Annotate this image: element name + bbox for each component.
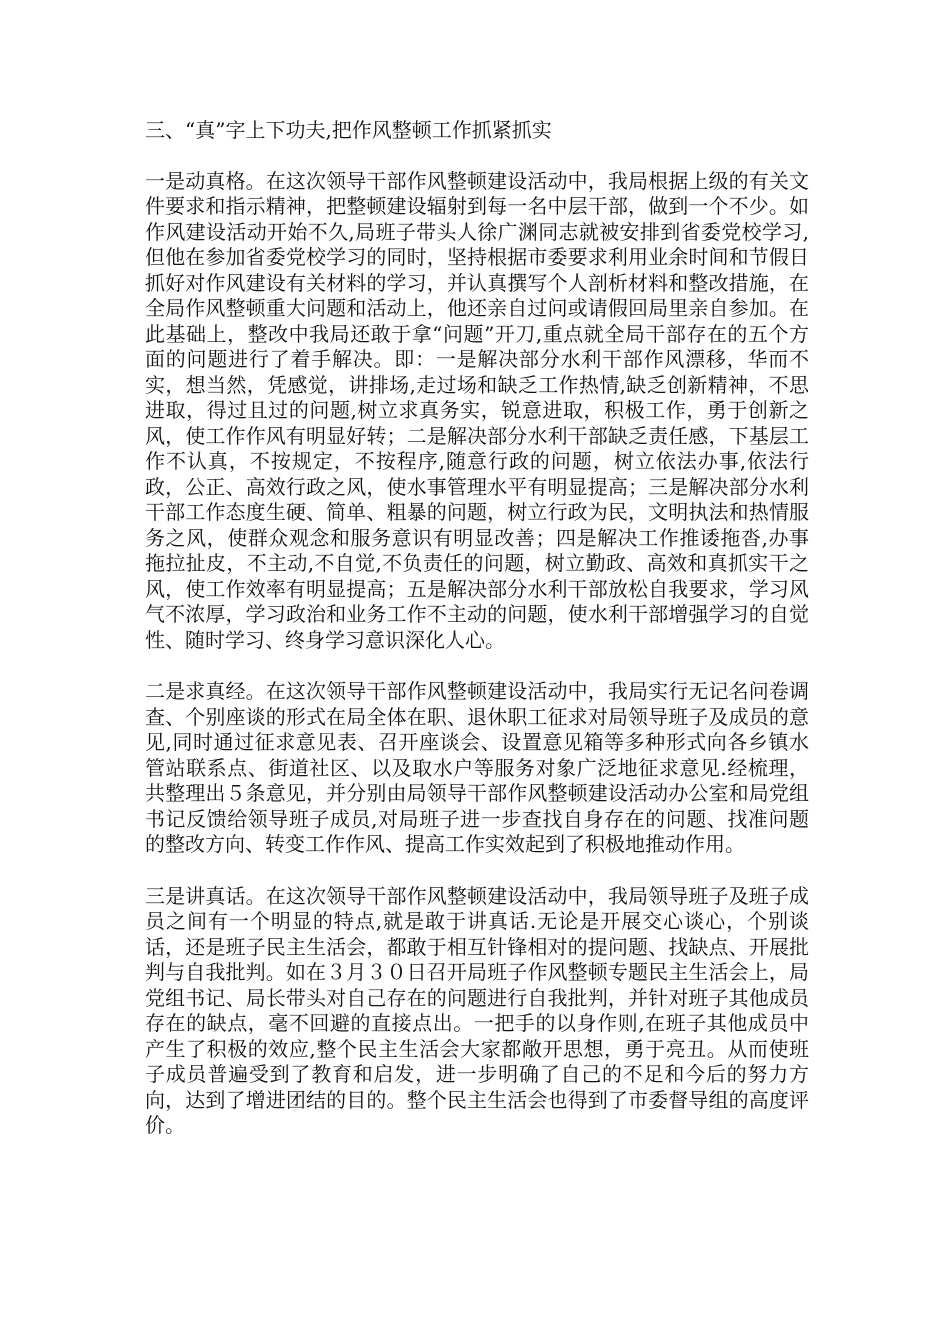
document-body (145, 118, 809, 1165)
paragraph-3: 三是讲真话。在这次领导干部作风整顿建设活动中，我局领导班子及班子成员之间有一个明显的特点,就是敢于讲真话.无论是开展交心谈心，个别谈话，还是班子民主生活会，都敢于相互针锋相对的提问题、找缺点、开展批判与自我批判。如在３月３０日召开局班子作风整顿专题民主生活会上，局党组书记、局长带头对自己存在的问题进行自我批判，并针对班子其他成员存在的缺点，毫不回避的直接点出。一把手的以身作则,在班子其他成员中产生了积极的效应,整个民主生活会大家都敞开思想，勇于亮丑。从而使班子成员普遍受到了教育和启发，进一步明确了自己的不足和今后的努力方向，达到了增进团结的目的。整个民主生活会也得到了市委督导组的高度评价。 (145, 883, 809, 1137)
section-heading: 三、“真”字上下功夫,把作风整顿工作抓紧抓实 (145, 118, 552, 142)
paragraph-2: 二是求真经。在这次领导干部作风整顿建设活动中，我局实行无记名问卷调查、个别座谈的形式在局全体在职、退休职工征求对局领导班子及成员的意见,同时通过征求意见表、召开座谈会、设置意见箱等多种形式向各乡镇水管站联系点、街道社区、以及取水户等服务对象广泛地征求意见.经梳理，共整理出５条意见，并分别由局领导干部作风整顿建设活动办公室和局党组书记反馈给领导班子成员,对局班子进一步查找自身存在的问题、找准问题的整改方向、转变工作作风、提高工作实效起到了积极地推动作用。 (145, 679, 809, 856)
paragraph-1: 一是动真格。在这次领导干部作风整顿建设活动中，我局根据上级的有关文件要求和指示精神，把整顿建设辐射到每一名中层干部，做到一个不少。如作风建设活动开始不久,局班子带头人徐广渊同志就被安排到省委党校学习,但他在参加省委党校学习的同时，坚持根据市委要求利用业余时间和节假日抓好对作风建设有关材料的学习，并认真撰写个人剖析材料和整改措施，在全局作风整顿重大问题和活动上，他还亲自过问或请假回局里亲自参加。在此基础上，整改中我局还敢于拿“问题”开刀,重点就全局干部存在的五个方面的问题进行了着手解决。即：一是解决部分水利干部作风漂移，华而不实，想当然，凭感觉，讲排场,走过场和缺乏工作热情,缺乏创新精神，不思进取，得过且过的问题,树立求真务实，锐意进取，积极工作，勇于创新之风，使工作作风有明显好转；二是解决部分水利干部缺乏责任感，下基层工作不认真，不按规定，不按程序,随意行政的问题，树立依法办事,依法行政，公正、高效行政之风，使水事管理水平有明显提高；三是解决部分水利干部工作态度生硬、简单、粗暴的问题，树立行政为民，文明执法和热情服务之风，使群众观念和服务意识有明显改善；四是解决工作推诿拖沓,办事拖拉扯皮，不主动,不自觉,不负责任的问题，树立勤政、高效和真抓实干之风，使工作效率有明显提高；五是解决部分水利干部放松自我要求，学习风气不浓厚，学习政治和业务工作不主动的问题，使水利干部增强学习的自觉性、随时学习、终身学习意识深化人心。 (145, 168, 809, 652)
